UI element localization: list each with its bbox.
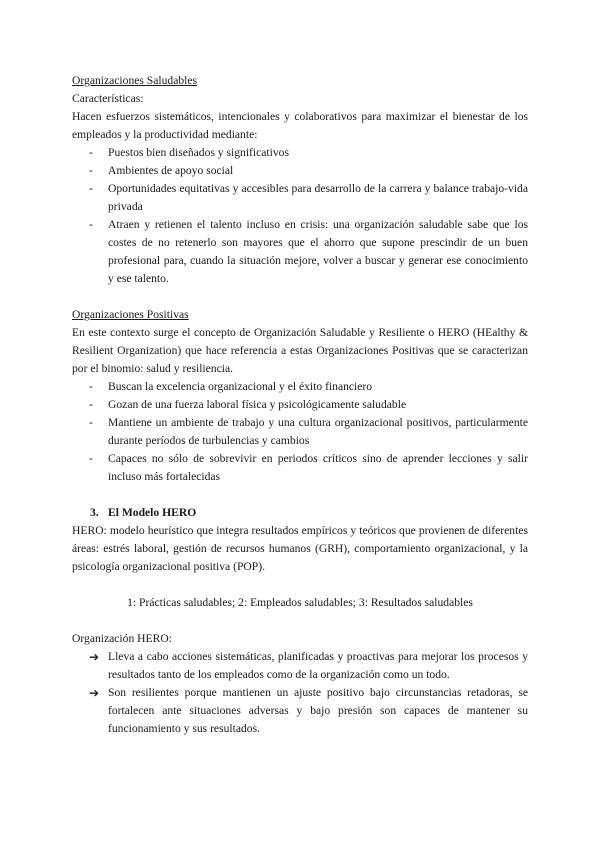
bullet-dash: - (89, 380, 93, 393)
section-number: 3. (90, 506, 99, 519)
arrow-right-icon: ➔ (89, 650, 100, 664)
section-heading-modelo-hero (72, 504, 528, 522)
list-item: - Puestos bien diseñados y significativos (72, 144, 528, 162)
spacer (72, 288, 528, 306)
arrow-right-icon: ➔ (89, 686, 100, 700)
list-hero (72, 648, 528, 738)
caracteristicas-label: Características: (72, 92, 144, 105)
section-heading-positivas: Organizaciones Positivas (72, 308, 189, 321)
paragraph-positivas-intro: En este contexto surge el concepto de Organización Saludable y Resiliente o HERO (HEalthy & Resilient Organization) que hace referencia a estas Organizaciones Positivas que se caracterizan por el binomio: salud y resiliencia. (72, 326, 528, 375)
section-title: El Modelo HERO (108, 506, 197, 519)
list-item: ➔ Lleva a cabo acciones sistemáticas, planificadas y proactivas para mejorar los procesos y resultados tanto de los empleados como de la organización como un todo. (89, 650, 528, 681)
list-item: - Gozan de una fuerza laboral física y psicológicamente saludable (72, 396, 528, 414)
paragraph-hero-intro: HERO: modelo heurístico que integra resultados empíricos y teóricos que provienen de diferentes áreas: estrés laboral, gestión de recursos humanos (GRH), comportamiento organizacional, y la psicología organizacional positiva (POP). (72, 524, 528, 573)
page-content (72, 72, 528, 738)
bullet-dash: - (89, 398, 93, 411)
list-item: - Mantiene un ambiente de trabajo y una cultura organizacional positivos, particularmente durante períodos de turbulencias y cambios (89, 416, 528, 447)
bullet-dash: - (89, 146, 93, 159)
list-item: - Ambientes de apoyo social (72, 162, 528, 180)
bullet-dash: - (89, 218, 93, 231)
list-item: - Oportunidades equitativas y accesibles para desarrollo de la carrera y balance trabajo-vida privada (89, 182, 528, 213)
list-item: - Atraen y retienen el talento incluso en crisis: una organización saludable sabe que los costes de no retenerlo son mayores que el ahorro que supone prescindir de un buen profesional para, cuando la situación mejore, volver a buscar y generar ese conocimiento y ese talento. (89, 218, 528, 285)
spacer (72, 486, 528, 504)
bullet-dash: - (89, 416, 93, 429)
spacer (72, 612, 528, 630)
paragraph-saludables-intro: Hacen esfuerzos sistemáticos, intencionales y colaborativos para maximizar el bienestar de los empleados y la productividad mediante: (72, 110, 528, 141)
bullet-dash: - (89, 182, 93, 195)
bullet-dash: - (89, 164, 93, 177)
section-heading-saludables: Organizaciones Saludables (72, 74, 198, 87)
list-item: - Capaces no sólo de sobrevivir en periodos críticos sino de aprender lecciones y salir incluso más fortalecidas (89, 452, 528, 483)
spacer (72, 576, 528, 594)
list-saludables (72, 144, 528, 288)
list-positivas (72, 378, 528, 486)
list-item: ➔ Son resilientes porque mantienen un ajuste positivo bajo circunstancias retadoras, se fortalecen ante situaciones adversas y bajo presión son capaces de mantener su funcionamiento y sus resultados. (89, 686, 528, 735)
hero-components-line: 1: Prácticas saludables; 2: Empleados saludables; 3: Resultados saludables (127, 596, 473, 609)
bullet-dash: - (89, 452, 93, 465)
list-item: - Buscan la excelencia organizacional y el éxito financiero (72, 378, 528, 396)
organizacion-hero-label: Organización HERO: (72, 632, 172, 645)
